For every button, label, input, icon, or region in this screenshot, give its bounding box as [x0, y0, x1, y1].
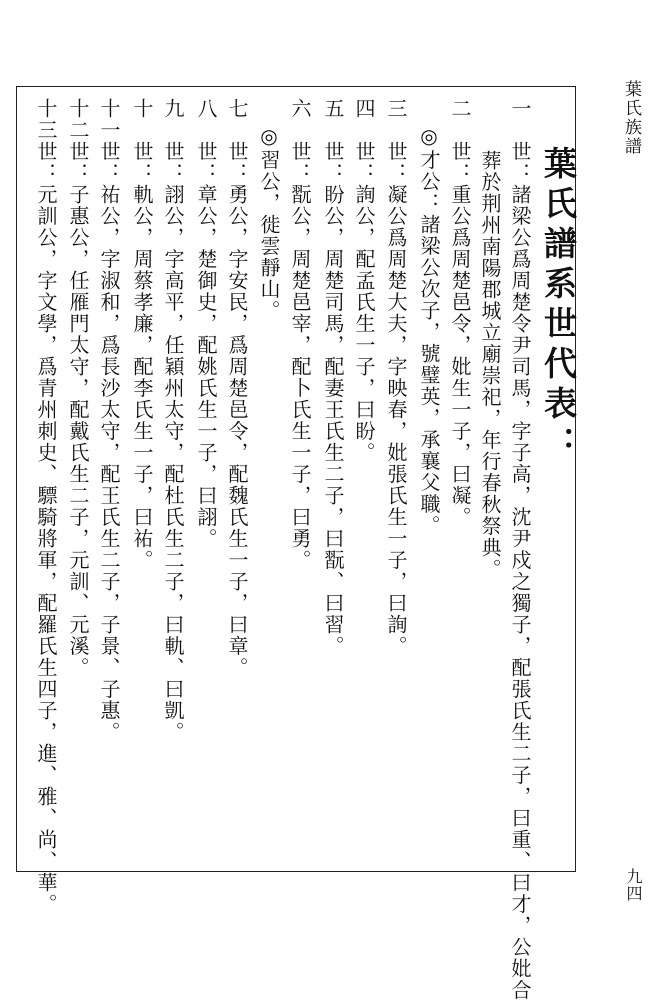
- generation-entry-10: 十 世：軌公，周蔡孝廉，配李氏生一子，曰祐。: [130, 98, 154, 571]
- generation-entry-11: 十一世：祐公，字淑和，爲長沙太守，配王氏生二子，子景、子惠。: [97, 98, 121, 743]
- generation-entry-4: 四 世：詢公，配孟氏生一子，曰盼。: [352, 98, 376, 464]
- generation-entry-7: 七 世：勇公，字安民，爲周楚邑令，配魏氏生一子，曰章。: [225, 98, 249, 679]
- generation-entry-3: 三 世：凝公爲周楚大夫，字映春，妣張氏生一子，曰詢。: [384, 98, 408, 657]
- generation-entry-1-cont: 葬於荆州南陽郡城立廟崇祀，年行春秋祭典。: [478, 150, 502, 580]
- page-number: 九四: [624, 868, 643, 902]
- generation-entry-2-sub: ◎才公：諸梁公次子，號璧英，承襄父職。: [417, 124, 441, 537]
- generation-entry-6: 六 世：翫公，周楚邑宰，配卜氏生一子，曰勇。: [288, 98, 312, 571]
- generation-entry-6-sub: ◎習公，徙雲靜山。: [257, 124, 281, 322]
- generation-entry-13: 十三世：元訓公，字文學，爲青州刺史、驃騎將軍，配羅氏生四子，進、雅、尚、華。: [34, 98, 58, 915]
- generation-entry-12: 十二世：子惠公，任雁門太守，配戴氏生二子，元訓、元溪。: [66, 98, 90, 679]
- generation-entry-5: 五 世：盼公，周楚司馬，配妻王氏生二子，曰翫、曰習。: [321, 98, 345, 657]
- generation-entry-1: 一 世：諸梁公爲周楚令尹司馬，字子高，沈尹戍之獨子，配張氏生二子，曰重、曰才，公妣合: [508, 98, 532, 1001]
- generation-entry-9: 九 世：詡公，字高平，任穎州太守，配杜氏生二子，曰軌、曰凱。: [161, 98, 185, 743]
- generation-entry-2: 二 世：重公爲周楚邑令，妣生一子，曰凝。: [448, 98, 472, 528]
- book-title-header: 葉氏族譜: [621, 80, 641, 156]
- page-title: 葉氏譜系世代表：: [539, 146, 578, 466]
- generation-entry-8: 八 世：章公，楚御史，配姚氏生一子，曰詡。: [194, 98, 218, 550]
